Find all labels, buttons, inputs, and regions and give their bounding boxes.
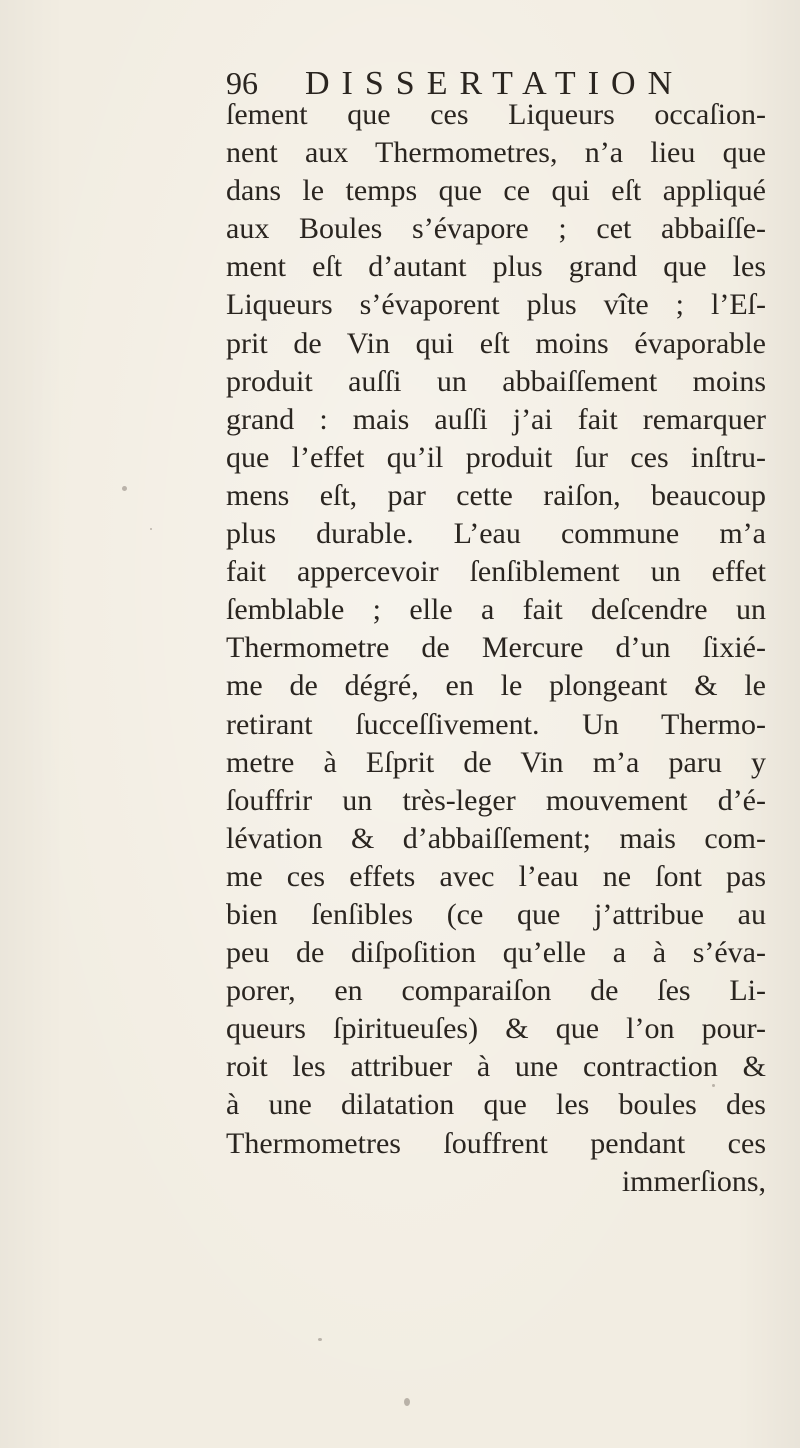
- text-line: roit les attribuer à une contraction &: [226, 1050, 766, 1084]
- text-line: peu de diſpoſition qu’elle a à s’éva-: [226, 936, 766, 970]
- paper-speck: [122, 486, 127, 491]
- text-line: prit de Vin qui eſt moins évaporable: [226, 326, 766, 360]
- body-text: [226, 96, 766, 1201]
- text-line: ſemblable ; elle a fait deſcendre un: [226, 593, 766, 627]
- text-line: me ces effets avec l’eau ne ſont pas: [226, 859, 766, 893]
- text-line: à une dilatation que les boules des: [226, 1088, 766, 1122]
- text-line: me de dégré, en le plongeant & le: [226, 669, 766, 703]
- text-line: que l’effet qu’il produit ſur ces inſtru-: [226, 440, 766, 474]
- text-line: ment eſt d’autant plus grand que les: [226, 250, 766, 284]
- text-line: retirant ſucceſſivement. Un Thermo-: [226, 707, 766, 741]
- paper-speck: [150, 528, 152, 530]
- text-line: Thermometre de Mercure d’un ſixié-: [226, 631, 766, 665]
- text-line: grand : mais auſſi j’ai fait remarquer: [226, 402, 766, 436]
- text-line: mens eſt, par cette raiſon, beaucoup: [226, 478, 766, 512]
- text-line: nent aux Thermometres, n’a lieu que: [226, 136, 766, 170]
- paper-speck: [712, 1084, 715, 1087]
- text-line: produit auſſi un abbaiſſement moins: [226, 364, 766, 398]
- text-line: queurs ſpiritueuſes) & que l’on pour-: [226, 1012, 766, 1046]
- catchword-line: immerſions,: [621, 1164, 766, 1198]
- page-number: 96: [226, 65, 258, 101]
- text-line: plus durable. L’eau commune m’a: [226, 517, 766, 551]
- paper-speck: [318, 1338, 322, 1341]
- text-line: aux Boules s’évapore ; cet abbaiſſe-: [226, 212, 766, 246]
- text-line: ſouffrir un très-leger mouvement d’é-: [226, 783, 766, 817]
- paper-speck: [404, 1398, 410, 1406]
- text-line: ſement que ces Liqueurs occaſion-: [226, 98, 766, 131]
- text-line: Liqueurs s’évaporent plus vîte ; l’Eſ-: [226, 288, 766, 322]
- text-line: metre à Eſprit de Vin m’a paru y: [226, 745, 766, 779]
- text-line: Thermometres ſouffrent pendant ces: [226, 1126, 766, 1160]
- text-line: porer, en comparaiſon de ſes Li-: [226, 974, 766, 1008]
- text-line: lévation & d’abbaiſſement; mais com-: [226, 821, 766, 855]
- running-title: DISSERTATION: [305, 65, 685, 102]
- text-line: fait appercevoir ſenſiblement un effet: [226, 555, 766, 589]
- text-line: dans le temps que ce qui eſt appliqué: [226, 174, 766, 208]
- text-line: bien ſenſibles (ce que j’attribue au: [226, 897, 766, 931]
